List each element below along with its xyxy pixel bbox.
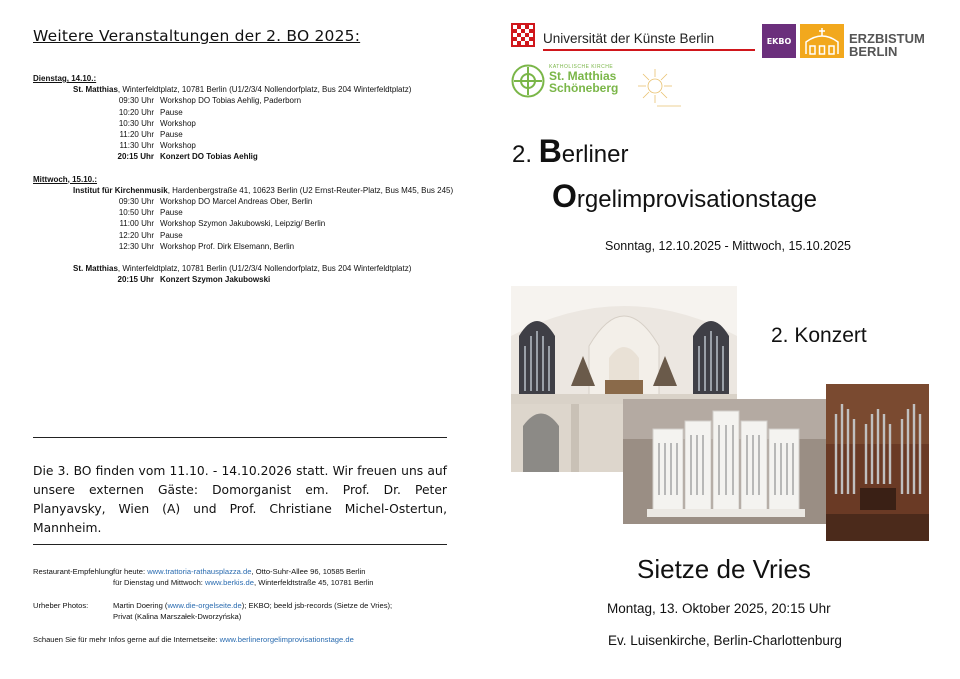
day-heading-tuesday: Dienstag, 14.10.: xyxy=(33,74,97,83)
st-matthias-logo-text: KATHOLISCHE KIRCHE St. Matthias Schöneberg xyxy=(549,64,619,95)
title-line-2: Orgelimprovisationstage xyxy=(552,178,818,214)
schedule xyxy=(33,73,453,285)
divider xyxy=(33,437,447,438)
restaurant-label: Restaurant-Empfehlung xyxy=(33,567,114,576)
venue-line: St. Matthias, Winterfeldtplatz, 10781 Berlin (U1/2/3/4 Nollendorfplatz, Bus 204 Winterfeldtplatz) xyxy=(73,264,412,274)
schedule-row: 09:30 Uhr Workshop DO Tobias Aehlig, Paderborn xyxy=(118,96,302,106)
ekbo-logo: EKBO xyxy=(762,24,796,58)
festival-dates: Sonntag, 12.10.2025 - Mittwoch, 15.10.2025 xyxy=(605,239,852,253)
schedule-row: 10:30 Uhr Workshop xyxy=(118,118,196,128)
erzbistum-logo-icon xyxy=(800,24,844,58)
concert-number: 2. Konzert xyxy=(771,324,867,347)
restaurant-link-1[interactable]: www.trattoria-rathausplazza.de xyxy=(147,567,252,576)
divider xyxy=(33,544,447,545)
venue-line: Institut für Kirchenmusik, Hardenbergstraße 41, 10623 Berlin (U2 Ernst-Reuter-Platz, Bus M45, Bus 245) xyxy=(73,185,454,195)
restaurant-recommendation: Restaurant-Empfehlungfür heute: www.trattoria-rathausplazza.de, Otto-Suhr-Allee 96, 10585 Berlin für Dienstag und Mittwoch: www.berkis.de, Winterfeldtstraße 45, 10781 Berlin xyxy=(33,567,374,587)
sun-emblem-icon xyxy=(633,66,685,110)
organ-case-photo xyxy=(623,399,827,524)
schedule-row: 11:00 Uhr Workshop Szymon Jakubowski, Leipzig/ Berlin xyxy=(119,219,326,229)
schedule-row: 12:20 Uhr Pause xyxy=(118,230,183,240)
title-line-1: 2. Berliner xyxy=(512,133,629,169)
schedule-row: 12:30 Uhr Workshop Prof. Dirk Elsemann, Berlin xyxy=(118,241,295,251)
schedule-row: 11:30 Uhr Workshop xyxy=(119,141,196,151)
concert-datetime: Montag, 13. Oktober 2025, 20:15 Uhr xyxy=(607,601,831,616)
photo-credit-link[interactable]: www.die-orgelseite.de xyxy=(167,601,242,610)
schedule-row-concert: 20:15 Uhr Konzert Szymon Jakubowski xyxy=(117,275,271,285)
erzbistum-logo-text: ERZBISTUM BERLIN xyxy=(849,31,925,59)
restaurant-link-2[interactable]: www.berkis.de xyxy=(205,578,254,587)
concert-location: Ev. Luisenkirche, Berlin-Charlottenburg xyxy=(608,633,842,648)
venue-line: St. Matthias, Winterfeldtplatz, 10781 Berlin (U1/2/3/4 Nollendorfplatz, Bus 204 Winterfeldtplatz) xyxy=(73,85,412,95)
page-heading: Weitere Veranstaltungen der 2. BO 2025: xyxy=(33,27,361,45)
udk-logo-icon xyxy=(511,23,535,47)
photo-credits-label: Urheber Photos: xyxy=(33,601,89,610)
organ-photo xyxy=(826,384,929,541)
announcement-paragraph: Die 3. BO finden vom 11.10. - 14.10.2026 statt. Wir freuen uns auf unsere externen Gäste: Domorganist em. Prof. Dr. Peter Planyavsky, Wien (A) und Prof. Christiane Michel-Ostertun, Mannheim. xyxy=(33,464,447,535)
schedule-row-concert: 20:15 Uhr Konzert DO Tobias Aehlig xyxy=(117,152,258,162)
day-heading-wednesday: Mittwoch, 15.10.: xyxy=(33,174,98,184)
photo-credits: Urheber Photos: Martin Doering (www.die-orgelseite.de); EKBO; beeld jsb-records (Sietze de Vries); Privat (Kalina Marszałek-Dworzyńska) xyxy=(33,601,393,621)
schedule-row: 10:50 Uhr Pause xyxy=(118,208,183,218)
performer-name: Sietze de Vries xyxy=(637,554,811,584)
more-info: Schauen Sie für mehr Infos gerne auf die Internetseite: www.berlinerorgelimprovisationstage.de xyxy=(33,635,354,644)
schedule-row: 10:20 Uhr Pause xyxy=(118,107,183,117)
st-matthias-logo-icon xyxy=(511,64,545,98)
udk-logo-text: Universität der Künste Berlin xyxy=(543,31,715,46)
udk-logo-line xyxy=(543,49,755,51)
website-link[interactable]: www.berlinerorgelimprovisationstage.de xyxy=(219,635,354,644)
schedule-row: 11:20 Uhr Pause xyxy=(119,130,183,140)
schedule-row: 09:30 Uhr Workshop DO Marcel Andreas Ober, Berlin xyxy=(118,197,313,207)
